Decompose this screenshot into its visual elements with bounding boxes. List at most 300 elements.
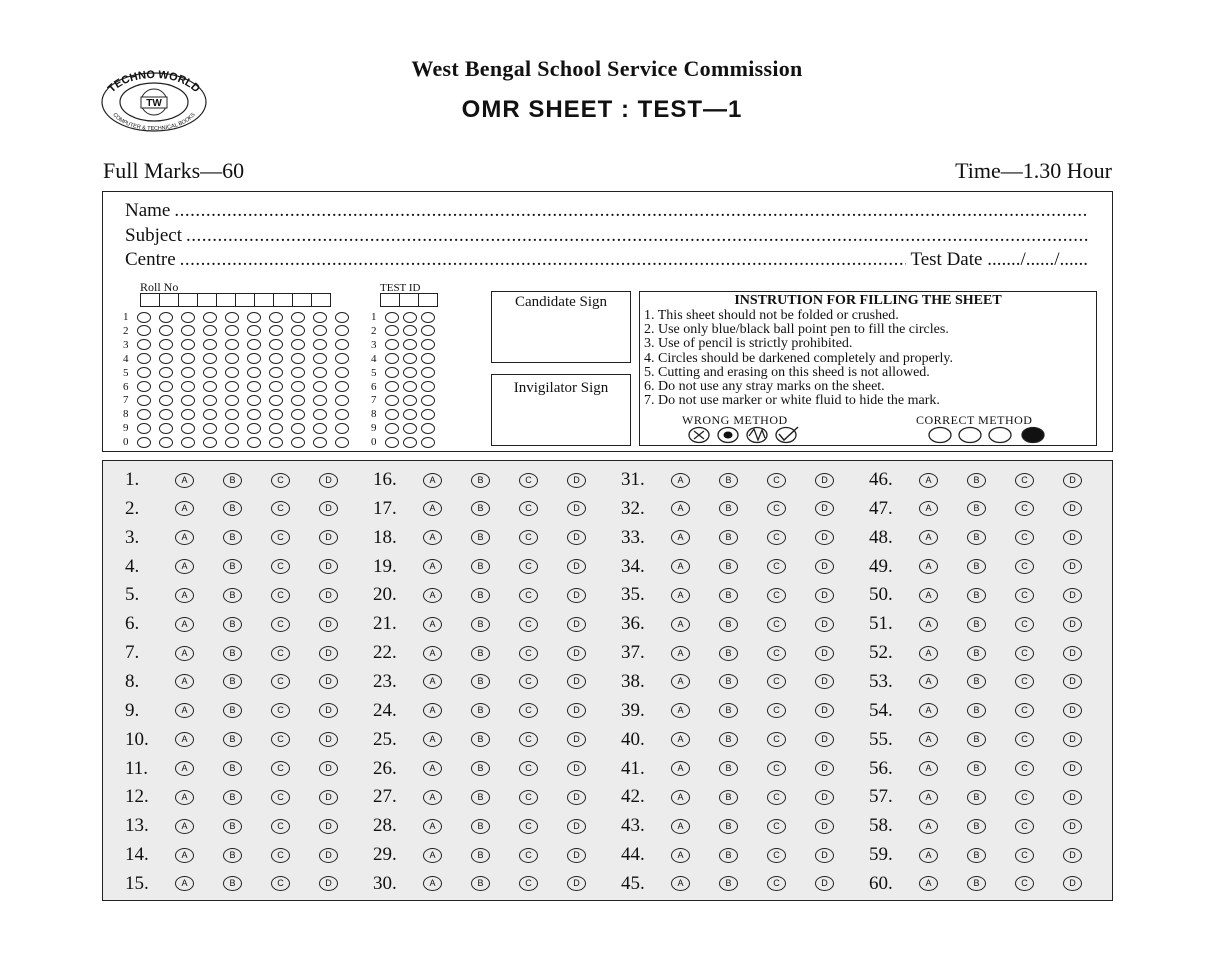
name-field[interactable]	[125, 200, 1088, 224]
answer-bubble-c[interactable]: C	[1015, 848, 1034, 863]
digit-box[interactable]	[235, 293, 255, 307]
digit-bubble[interactable]	[313, 395, 327, 406]
digit-bubble[interactable]	[335, 367, 349, 378]
answer-bubble-a[interactable]: A	[919, 559, 938, 574]
digit-bubble[interactable]	[403, 381, 417, 392]
digit-bubble[interactable]	[203, 367, 217, 378]
answer-bubble-c[interactable]: C	[767, 530, 786, 545]
digit-box[interactable]	[399, 293, 419, 307]
answer-bubble-a[interactable]: A	[175, 588, 194, 603]
digit-bubble[interactable]	[225, 353, 239, 364]
digit-bubble[interactable]	[421, 381, 435, 392]
answer-bubble-c[interactable]: C	[519, 703, 538, 718]
digit-bubble[interactable]	[403, 423, 417, 434]
answer-bubble-c[interactable]: C	[519, 790, 538, 805]
answer-bubble-d[interactable]: D	[1063, 732, 1082, 747]
answer-bubble-d[interactable]: D	[1063, 761, 1082, 776]
answer-bubble-b[interactable]: B	[223, 761, 242, 776]
answer-bubble-a[interactable]: A	[423, 732, 442, 747]
answer-bubble-b[interactable]: B	[471, 876, 490, 891]
answer-bubble-d[interactable]: D	[815, 559, 834, 574]
answer-bubble-d[interactable]: D	[1063, 559, 1082, 574]
answer-bubble-b[interactable]: B	[223, 848, 242, 863]
answer-bubble-c[interactable]: C	[767, 703, 786, 718]
answer-bubble-c[interactable]: C	[1015, 732, 1034, 747]
answer-bubble-d[interactable]: D	[1063, 790, 1082, 805]
answer-bubble-c[interactable]: C	[519, 588, 538, 603]
digit-box[interactable]	[254, 293, 274, 307]
answer-bubble-b[interactable]: B	[471, 559, 490, 574]
answer-bubble-b[interactable]: B	[471, 617, 490, 632]
answer-bubble-d[interactable]: D	[567, 617, 586, 632]
digit-bubble[interactable]	[385, 409, 399, 420]
answer-bubble-c[interactable]: C	[767, 501, 786, 516]
digit-bubble[interactable]	[269, 312, 283, 323]
digit-bubble[interactable]	[403, 353, 417, 364]
answer-bubble-a[interactable]: A	[175, 703, 194, 718]
answer-bubble-a[interactable]: A	[175, 790, 194, 805]
answer-bubble-d[interactable]: D	[319, 790, 338, 805]
centre-field[interactable]	[125, 249, 1088, 273]
answer-bubble-a[interactable]: A	[919, 703, 938, 718]
answer-bubble-d[interactable]: D	[1063, 617, 1082, 632]
answer-bubble-a[interactable]: A	[919, 674, 938, 689]
answer-bubble-d[interactable]: D	[319, 732, 338, 747]
answer-bubble-c[interactable]: C	[519, 646, 538, 661]
answer-bubble-b[interactable]: B	[719, 617, 738, 632]
answer-bubble-a[interactable]: A	[423, 876, 442, 891]
answer-bubble-d[interactable]: D	[815, 790, 834, 805]
answer-bubble-d[interactable]: D	[1063, 588, 1082, 603]
answer-bubble-b[interactable]: B	[967, 473, 986, 488]
answer-bubble-c[interactable]: C	[519, 819, 538, 834]
digit-bubble[interactable]	[203, 339, 217, 350]
digit-bubble[interactable]	[269, 381, 283, 392]
answer-bubble-a[interactable]: A	[671, 559, 690, 574]
digit-bubble[interactable]	[269, 367, 283, 378]
answer-bubble-b[interactable]: B	[471, 790, 490, 805]
digit-bubble[interactable]	[313, 437, 327, 448]
answer-bubble-a[interactable]: A	[175, 819, 194, 834]
answer-bubble-b[interactable]: B	[967, 732, 986, 747]
answer-bubble-c[interactable]: C	[271, 876, 290, 891]
digit-bubble[interactable]	[335, 437, 349, 448]
digit-bubble[interactable]	[421, 325, 435, 336]
answer-bubble-a[interactable]: A	[919, 790, 938, 805]
answer-bubble-b[interactable]: B	[719, 473, 738, 488]
answer-bubble-c[interactable]: C	[1015, 819, 1034, 834]
digit-bubble[interactable]	[247, 312, 261, 323]
digit-bubble[interactable]	[137, 312, 151, 323]
answer-bubble-c[interactable]: C	[1015, 674, 1034, 689]
answer-bubble-b[interactable]: B	[967, 761, 986, 776]
answer-bubble-a[interactable]: A	[423, 674, 442, 689]
answer-bubble-d[interactable]: D	[815, 876, 834, 891]
answer-bubble-d[interactable]: D	[1063, 530, 1082, 545]
answer-bubble-b[interactable]: B	[223, 646, 242, 661]
answer-bubble-c[interactable]: C	[1015, 646, 1034, 661]
digit-bubble[interactable]	[335, 381, 349, 392]
digit-bubble[interactable]	[247, 395, 261, 406]
answer-bubble-d[interactable]: D	[319, 819, 338, 834]
answer-bubble-b[interactable]: B	[967, 588, 986, 603]
answer-bubble-c[interactable]: C	[271, 674, 290, 689]
answer-bubble-c[interactable]: C	[767, 732, 786, 747]
answer-bubble-c[interactable]: C	[767, 761, 786, 776]
answer-bubble-d[interactable]: D	[567, 761, 586, 776]
digit-bubble[interactable]	[225, 395, 239, 406]
digit-bubble[interactable]	[247, 367, 261, 378]
answer-bubble-c[interactable]: C	[519, 617, 538, 632]
digit-bubble[interactable]	[247, 409, 261, 420]
digit-box[interactable]	[273, 293, 293, 307]
answer-bubble-c[interactable]: C	[767, 559, 786, 574]
answer-bubble-a[interactable]: A	[671, 819, 690, 834]
digit-bubble[interactable]	[203, 395, 217, 406]
digit-bubble[interactable]	[291, 395, 305, 406]
answer-bubble-a[interactable]: A	[919, 530, 938, 545]
digit-bubble[interactable]	[403, 367, 417, 378]
digit-bubble[interactable]	[385, 381, 399, 392]
answer-bubble-a[interactable]: A	[423, 848, 442, 863]
answer-bubble-a[interactable]: A	[919, 501, 938, 516]
answer-bubble-a[interactable]: A	[671, 703, 690, 718]
digit-bubble[interactable]	[137, 409, 151, 420]
answer-bubble-d[interactable]: D	[319, 848, 338, 863]
answer-bubble-a[interactable]: A	[175, 761, 194, 776]
answer-bubble-d[interactable]: D	[815, 674, 834, 689]
digit-bubble[interactable]	[203, 312, 217, 323]
digit-bubble[interactable]	[335, 423, 349, 434]
answer-bubble-c[interactable]: C	[1015, 473, 1034, 488]
digit-box[interactable]	[292, 293, 312, 307]
digit-bubble[interactable]	[159, 353, 173, 364]
answer-bubble-c[interactable]: C	[767, 876, 786, 891]
digit-bubble[interactable]	[225, 409, 239, 420]
digit-bubble[interactable]	[385, 339, 399, 350]
digit-bubble[interactable]	[335, 339, 349, 350]
answer-bubble-c[interactable]: C	[1015, 790, 1034, 805]
digit-bubble[interactable]	[421, 312, 435, 323]
answer-bubble-a[interactable]: A	[423, 790, 442, 805]
answer-bubble-b[interactable]: B	[223, 530, 242, 545]
answer-bubble-d[interactable]: D	[567, 790, 586, 805]
answer-bubble-d[interactable]: D	[567, 559, 586, 574]
digit-bubble[interactable]	[291, 312, 305, 323]
answer-bubble-c[interactable]: C	[1015, 703, 1034, 718]
answer-bubble-c[interactable]: C	[1015, 876, 1034, 891]
digit-bubble[interactable]	[181, 367, 195, 378]
digit-bubble[interactable]	[403, 437, 417, 448]
digit-bubble[interactable]	[159, 437, 173, 448]
answer-bubble-b[interactable]: B	[471, 588, 490, 603]
digit-bubble[interactable]	[385, 395, 399, 406]
digit-bubble[interactable]	[225, 367, 239, 378]
answer-bubble-c[interactable]: C	[271, 732, 290, 747]
answer-bubble-a[interactable]: A	[671, 732, 690, 747]
digit-bubble[interactable]	[335, 353, 349, 364]
answer-bubble-c[interactable]: C	[767, 819, 786, 834]
answer-bubble-a[interactable]: A	[175, 473, 194, 488]
answer-bubble-b[interactable]: B	[967, 559, 986, 574]
answer-bubble-a[interactable]: A	[671, 588, 690, 603]
digit-bubble[interactable]	[385, 353, 399, 364]
digit-bubble[interactable]	[137, 367, 151, 378]
answer-bubble-c[interactable]: C	[767, 790, 786, 805]
digit-bubble[interactable]	[385, 367, 399, 378]
answer-bubble-b[interactable]: B	[719, 646, 738, 661]
answer-bubble-c[interactable]: C	[271, 501, 290, 516]
answer-bubble-a[interactable]: A	[671, 674, 690, 689]
answer-bubble-a[interactable]: A	[671, 876, 690, 891]
answer-bubble-c[interactable]: C	[271, 790, 290, 805]
answer-bubble-d[interactable]: D	[1063, 646, 1082, 661]
digit-bubble[interactable]	[421, 409, 435, 420]
answer-bubble-d[interactable]: D	[1063, 876, 1082, 891]
digit-bubble[interactable]	[159, 409, 173, 420]
answer-bubble-d[interactable]: D	[319, 703, 338, 718]
digit-bubble[interactable]	[203, 325, 217, 336]
digit-bubble[interactable]	[313, 409, 327, 420]
answer-bubble-b[interactable]: B	[967, 501, 986, 516]
digit-bubble[interactable]	[137, 353, 151, 364]
digit-box[interactable]	[380, 293, 400, 307]
answer-bubble-b[interactable]: B	[471, 674, 490, 689]
digit-bubble[interactable]	[181, 325, 195, 336]
digit-bubble[interactable]	[403, 325, 417, 336]
answer-bubble-a[interactable]: A	[423, 530, 442, 545]
answer-bubble-b[interactable]: B	[719, 790, 738, 805]
answer-bubble-d[interactable]: D	[319, 588, 338, 603]
digit-bubble[interactable]	[421, 367, 435, 378]
digit-bubble[interactable]	[291, 353, 305, 364]
answer-bubble-d[interactable]: D	[815, 646, 834, 661]
digit-bubble[interactable]	[247, 381, 261, 392]
digit-bubble[interactable]	[159, 367, 173, 378]
digit-bubble[interactable]	[421, 339, 435, 350]
answer-bubble-b[interactable]: B	[471, 819, 490, 834]
answer-bubble-c[interactable]: C	[519, 501, 538, 516]
answer-bubble-a[interactable]: A	[423, 646, 442, 661]
digit-bubble[interactable]	[291, 325, 305, 336]
answer-bubble-b[interactable]: B	[471, 530, 490, 545]
answer-bubble-d[interactable]: D	[1063, 848, 1082, 863]
answer-bubble-c[interactable]: C	[767, 588, 786, 603]
digit-bubble[interactable]	[269, 339, 283, 350]
answer-bubble-b[interactable]: B	[719, 703, 738, 718]
digit-bubble[interactable]	[247, 353, 261, 364]
digit-bubble[interactable]	[269, 409, 283, 420]
test-date-field[interactable]: Test Date ......./....../......	[910, 249, 1088, 270]
subject-field[interactable]	[125, 225, 1088, 249]
answer-bubble-c[interactable]: C	[1015, 617, 1034, 632]
answer-bubble-a[interactable]: A	[671, 530, 690, 545]
answer-bubble-d[interactable]: D	[567, 501, 586, 516]
digit-bubble[interactable]	[269, 395, 283, 406]
answer-bubble-a[interactable]: A	[671, 790, 690, 805]
answer-bubble-c[interactable]: C	[271, 530, 290, 545]
answer-bubble-c[interactable]: C	[519, 674, 538, 689]
answer-bubble-a[interactable]: A	[175, 501, 194, 516]
answer-bubble-a[interactable]: A	[423, 559, 442, 574]
digit-bubble[interactable]	[137, 395, 151, 406]
digit-bubble[interactable]	[313, 339, 327, 350]
answer-bubble-b[interactable]: B	[967, 819, 986, 834]
digit-bubble[interactable]	[269, 353, 283, 364]
answer-bubble-b[interactable]: B	[223, 559, 242, 574]
digit-bubble[interactable]	[225, 312, 239, 323]
answer-bubble-d[interactable]: D	[815, 761, 834, 776]
digit-bubble[interactable]	[313, 325, 327, 336]
digit-bubble[interactable]	[159, 395, 173, 406]
digit-bubble[interactable]	[225, 423, 239, 434]
digit-bubble[interactable]	[181, 339, 195, 350]
answer-bubble-b[interactable]: B	[223, 617, 242, 632]
answer-bubble-c[interactable]: C	[271, 617, 290, 632]
answer-bubble-b[interactable]: B	[471, 761, 490, 776]
answer-bubble-c[interactable]: C	[519, 848, 538, 863]
answer-bubble-b[interactable]: B	[719, 876, 738, 891]
answer-bubble-c[interactable]: C	[271, 588, 290, 603]
answer-bubble-a[interactable]: A	[423, 473, 442, 488]
digit-bubble[interactable]	[335, 409, 349, 420]
answer-bubble-d[interactable]: D	[319, 559, 338, 574]
digit-bubble[interactable]	[269, 423, 283, 434]
answer-bubble-c[interactable]: C	[767, 646, 786, 661]
answer-bubble-a[interactable]: A	[423, 761, 442, 776]
answer-bubble-c[interactable]: C	[271, 559, 290, 574]
digit-box[interactable]	[216, 293, 236, 307]
answer-bubble-a[interactable]: A	[919, 588, 938, 603]
digit-bubble[interactable]	[137, 381, 151, 392]
digit-bubble[interactable]	[203, 381, 217, 392]
answer-bubble-c[interactable]: C	[1015, 559, 1034, 574]
answer-bubble-c[interactable]: C	[519, 473, 538, 488]
answer-bubble-d[interactable]: D	[567, 732, 586, 747]
digit-bubble[interactable]	[291, 437, 305, 448]
answer-bubble-b[interactable]: B	[719, 588, 738, 603]
answer-bubble-a[interactable]: A	[175, 559, 194, 574]
digit-bubble[interactable]	[225, 437, 239, 448]
digit-bubble[interactable]	[385, 423, 399, 434]
answer-bubble-d[interactable]: D	[319, 761, 338, 776]
answer-bubble-d[interactable]: D	[815, 473, 834, 488]
answer-bubble-a[interactable]: A	[423, 501, 442, 516]
digit-bubble[interactable]	[291, 423, 305, 434]
digit-box[interactable]	[140, 293, 160, 307]
answer-bubble-c[interactable]: C	[1015, 588, 1034, 603]
answer-bubble-a[interactable]: A	[919, 761, 938, 776]
digit-box[interactable]	[418, 293, 438, 307]
answer-bubble-b[interactable]: B	[223, 674, 242, 689]
digit-bubble[interactable]	[313, 423, 327, 434]
answer-bubble-a[interactable]: A	[175, 617, 194, 632]
answer-bubble-a[interactable]: A	[175, 732, 194, 747]
answer-bubble-c[interactable]: C	[767, 473, 786, 488]
answer-bubble-b[interactable]: B	[719, 732, 738, 747]
answer-bubble-b[interactable]: B	[719, 501, 738, 516]
answer-bubble-d[interactable]: D	[1063, 703, 1082, 718]
answer-bubble-b[interactable]: B	[967, 617, 986, 632]
answer-bubble-a[interactable]: A	[919, 473, 938, 488]
answer-bubble-d[interactable]: D	[567, 674, 586, 689]
answer-bubble-b[interactable]: B	[967, 876, 986, 891]
answer-bubble-a[interactable]: A	[423, 703, 442, 718]
answer-bubble-d[interactable]: D	[319, 473, 338, 488]
digit-bubble[interactable]	[181, 353, 195, 364]
digit-bubble[interactable]	[385, 312, 399, 323]
answer-bubble-a[interactable]: A	[671, 501, 690, 516]
answer-bubble-a[interactable]: A	[671, 646, 690, 661]
digit-bubble[interactable]	[137, 437, 151, 448]
answer-bubble-a[interactable]: A	[671, 473, 690, 488]
answer-bubble-a[interactable]: A	[175, 530, 194, 545]
answer-bubble-d[interactable]: D	[319, 674, 338, 689]
digit-bubble[interactable]	[247, 423, 261, 434]
answer-bubble-b[interactable]: B	[223, 732, 242, 747]
answer-bubble-c[interactable]: C	[1015, 501, 1034, 516]
answer-bubble-a[interactable]: A	[423, 819, 442, 834]
answer-bubble-c[interactable]: C	[271, 761, 290, 776]
answer-bubble-d[interactable]: D	[319, 530, 338, 545]
answer-bubble-d[interactable]: D	[567, 588, 586, 603]
answer-bubble-d[interactable]: D	[567, 703, 586, 718]
answer-bubble-c[interactable]: C	[271, 848, 290, 863]
digit-bubble[interactable]	[269, 437, 283, 448]
digit-box[interactable]	[178, 293, 198, 307]
answer-bubble-d[interactable]: D	[1063, 473, 1082, 488]
digit-bubble[interactable]	[291, 381, 305, 392]
answer-bubble-a[interactable]: A	[919, 876, 938, 891]
digit-bubble[interactable]	[313, 381, 327, 392]
answer-bubble-b[interactable]: B	[471, 646, 490, 661]
answer-bubble-c[interactable]: C	[519, 876, 538, 891]
digit-bubble[interactable]	[159, 339, 173, 350]
answer-bubble-b[interactable]: B	[223, 588, 242, 603]
digit-bubble[interactable]	[181, 409, 195, 420]
answer-bubble-d[interactable]: D	[1063, 674, 1082, 689]
answer-bubble-c[interactable]: C	[271, 646, 290, 661]
digit-bubble[interactable]	[403, 339, 417, 350]
answer-bubble-a[interactable]: A	[175, 674, 194, 689]
digit-bubble[interactable]	[203, 353, 217, 364]
digit-bubble[interactable]	[225, 381, 239, 392]
answer-bubble-b[interactable]: B	[471, 732, 490, 747]
answer-bubble-c[interactable]: C	[767, 617, 786, 632]
digit-bubble[interactable]	[385, 437, 399, 448]
answer-bubble-d[interactable]: D	[815, 732, 834, 747]
answer-bubble-a[interactable]: A	[423, 617, 442, 632]
digit-bubble[interactable]	[137, 325, 151, 336]
answer-bubble-d[interactable]: D	[567, 530, 586, 545]
answer-bubble-b[interactable]: B	[471, 473, 490, 488]
digit-bubble[interactable]	[385, 325, 399, 336]
answer-bubble-a[interactable]: A	[919, 646, 938, 661]
answer-bubble-a[interactable]: A	[919, 732, 938, 747]
digit-bubble[interactable]	[335, 312, 349, 323]
answer-bubble-d[interactable]: D	[567, 646, 586, 661]
digit-box[interactable]	[311, 293, 331, 307]
answer-bubble-d[interactable]: D	[1063, 819, 1082, 834]
invigilator-sign-box[interactable]	[491, 374, 631, 446]
answer-bubble-c[interactable]: C	[519, 530, 538, 545]
answer-bubble-c[interactable]: C	[519, 732, 538, 747]
digit-bubble[interactable]	[137, 339, 151, 350]
answer-bubble-b[interactable]: B	[223, 473, 242, 488]
digit-bubble[interactable]	[203, 423, 217, 434]
digit-bubble[interactable]	[403, 409, 417, 420]
answer-bubble-d[interactable]: D	[815, 819, 834, 834]
